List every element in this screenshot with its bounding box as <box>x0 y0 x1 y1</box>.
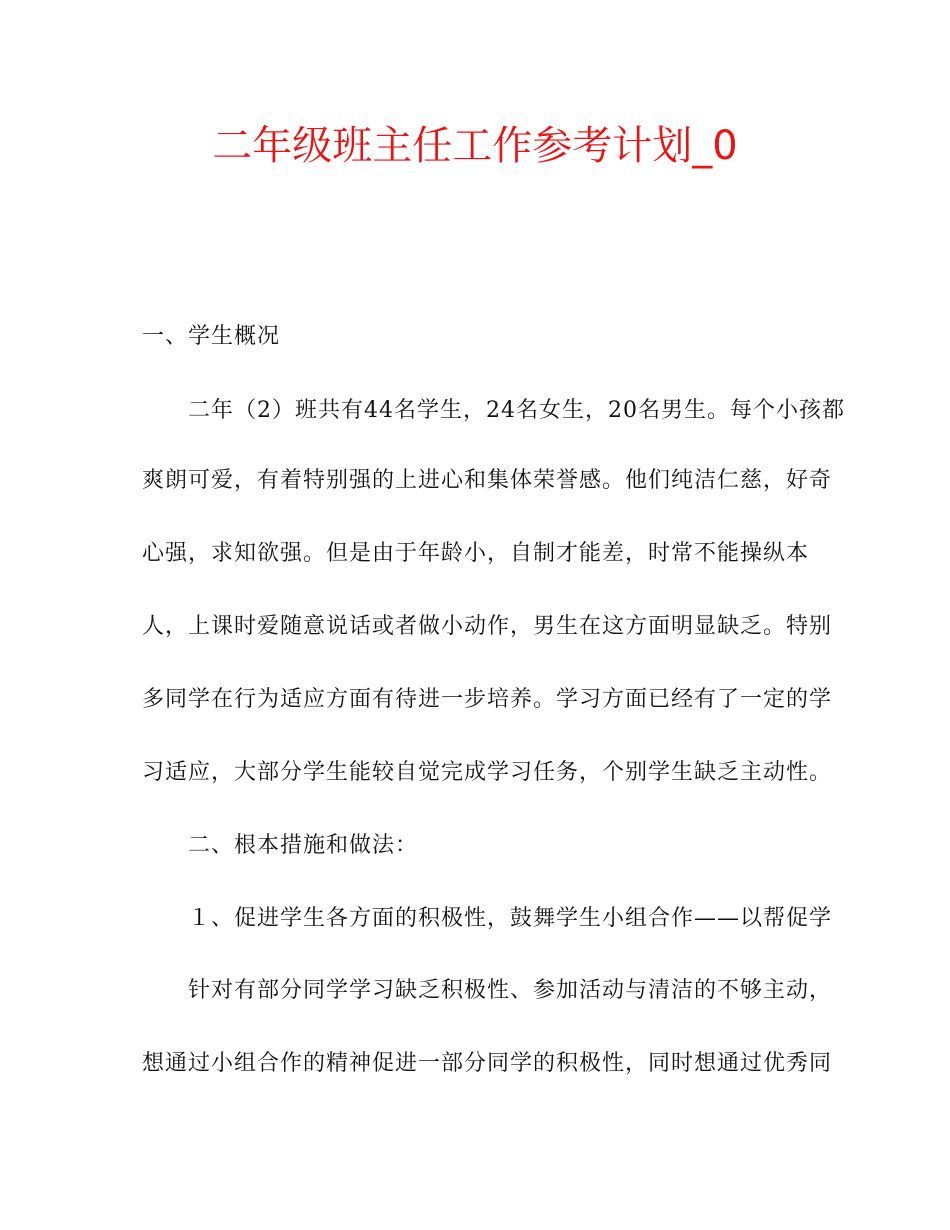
paragraph-line: 习适应，大部分学生能较自觉完成学习任务，个别学生缺乏主动性。 <box>142 760 833 785</box>
paragraph-line: 心强，求知欲强。但是由于年龄小，自制才能差，时常不能操纵本 <box>142 541 810 566</box>
paragraph-line: 想通过小组合作的精神促进一部分同学的积极性，同时想通过优秀同 <box>142 1051 833 1076</box>
paragraph-line: 二年（2）班共有44名学生，24名女生，20名男生。每个小孩都 <box>142 398 845 423</box>
list-item-heading: １、促进学生各方面的积极性，鼓舞学生小组合作——以帮促学 <box>142 906 833 931</box>
paragraph-line: 针对有部分同学学习缺乏积极性、参加活动与清洁的不够主动， <box>142 978 833 1003</box>
section-heading-student-overview: 一、学生概况 <box>142 324 281 349</box>
paragraph-line: 多同学在行为适应方面有待进一步培养。学习方面已经有了一定的学 <box>142 687 833 712</box>
section-heading-measures: 二、根本措施和做法： <box>142 833 419 858</box>
paragraph-line: 人，上课时爱随意说话或者做小动作，男生在这方面明显缺乏。特别 <box>142 614 833 639</box>
paragraph-line: 爽朗可爱，有着特别强的上进心和集体荣誉感。他们纯洁仁慈，好奇 <box>142 468 833 493</box>
document-title: 二年级班主任工作参考计划_0 <box>212 123 738 169</box>
